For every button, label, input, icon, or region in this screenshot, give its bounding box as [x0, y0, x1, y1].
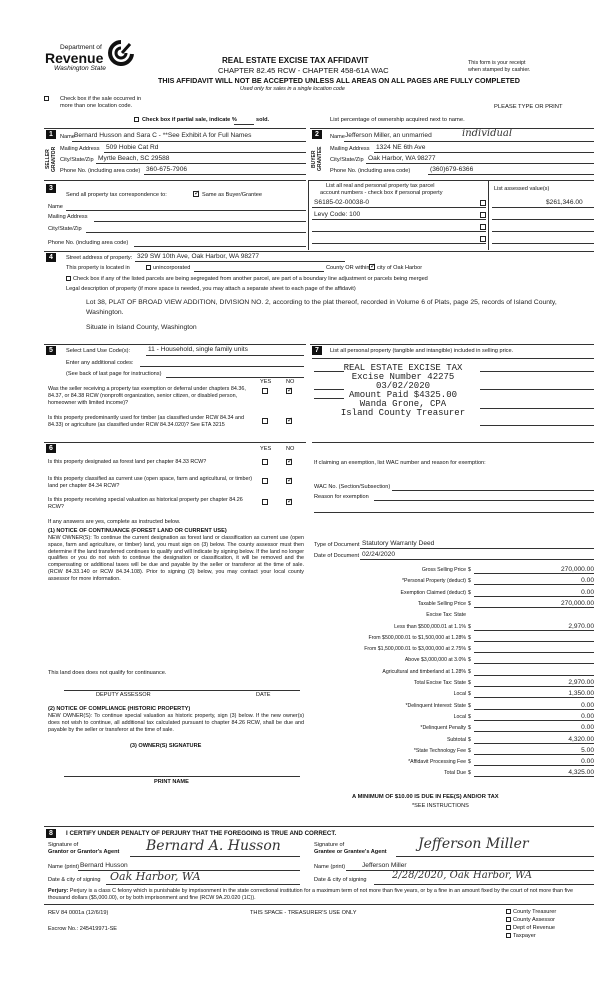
dollar-sign: $: [468, 691, 471, 698]
grantee-agent-label: Grantee or Grantee's Agent: [314, 849, 387, 855]
section-7-number: 7: [312, 346, 322, 355]
assessed-header: List assessed value(s): [494, 186, 550, 192]
sec6-q2-yes-checkbox[interactable]: [262, 478, 268, 486]
tax-row-label: From $500,000.01 to $1,500,000 at 1.28%: [368, 634, 466, 641]
notice1-title: (1) NOTICE OF CONTINUANCE (FOREST LAND OR CURRENT USE): [48, 528, 227, 534]
dollar-sign: $: [468, 725, 471, 732]
tax-row-value[interactable]: 270,000.00: [560, 599, 594, 607]
city-of-label: city of Oak Harbor: [377, 265, 423, 271]
city-of-checkbox[interactable]: [369, 264, 375, 272]
situate-text[interactable]: Situate in Island County, Washington: [86, 324, 197, 331]
grantor-sig-label: Signature of: [48, 842, 79, 848]
tax-row-value[interactable]: 0.00: [581, 758, 594, 766]
receipt-note: This form is your receipt: [468, 60, 526, 66]
revision-label: REV 84 0001a (12/6/19): [48, 910, 109, 916]
section-4-number: 4: [46, 253, 56, 262]
notice1-text: NEW OWNER(S): To continue the current designation as forest land or classification as current use (open space, farm and agriculture, or timber) land, you must sign on (3) below. The county assessor must then determine if the land transferred continues to qualify and will indicate by signing below. If the land no longer qualifies or you do not wish to continue the designation or classification, it will be removed and the compensating or additional taxes will be due and payable by the seller or transferor at the time of sale. (RCW 84.33.140 or RCW 84.34.108). Prior to signing (3) below, you may contact your local county assessor for more information.: [48, 535, 304, 582]
tax-row: [312, 634, 594, 643]
same-as-buyer-checkbox[interactable]: [193, 191, 199, 199]
dollar-sign: $: [468, 567, 471, 573]
tax-row: [312, 736, 594, 745]
tax-row-label: Total Due: [444, 770, 466, 777]
tax-row-label: Less than $500,000.01 at 1.1%: [394, 623, 466, 630]
seller-side-label: SELLER GRANTOR: [45, 146, 57, 172]
land-use-field[interactable]: 11 - Household, single family units: [148, 346, 248, 353]
buyer-address-label: Mailing Address: [330, 146, 370, 152]
assessed-value-field[interactable]: $261,346.00: [546, 199, 583, 206]
tax-row: [312, 611, 594, 620]
dollar-sign: $: [468, 668, 471, 675]
doc-date-field[interactable]: 02/24/2020: [362, 551, 396, 558]
tax-row: [312, 645, 594, 654]
see-back-label: (See back of last page for instructions): [66, 371, 162, 377]
county-or-within-label: County OR within: [326, 265, 370, 271]
print-name-label: PRINT NAME: [154, 779, 189, 785]
buyer-side-label: BUYER GRANTEE: [311, 146, 323, 172]
dollar-sign: $: [468, 713, 471, 720]
grantor-agent-label: Grantor or Grantor's Agent: [48, 849, 120, 855]
deputy-assessor-line[interactable]: [64, 690, 300, 691]
doc-type-label: Type of Document: [314, 542, 360, 548]
tax-row-value[interactable]: 2,970.00: [568, 622, 594, 630]
correspondence-name-label: Name: [48, 204, 63, 210]
buyer-phone-label: Phone No. (including area code): [330, 168, 411, 174]
tax-row: [312, 589, 594, 598]
additional-codes-label: Enter any additional codes:: [66, 360, 134, 366]
dollar-sign: $: [468, 589, 471, 596]
sec5-q1-yes-checkbox[interactable]: [262, 388, 268, 396]
dollar-sign: $: [468, 578, 471, 585]
tax-row-label: Agricultural and timberland at 1.28%: [382, 668, 466, 675]
tax-row-value[interactable]: 5.00: [581, 746, 594, 754]
sec5-yes-header: YES: [260, 379, 272, 385]
reason-field[interactable]: [374, 500, 594, 501]
sec6-q1-no-checkbox[interactable]: [286, 459, 292, 467]
sec6-q1-text: Is this property designated as forest land per chapter 84.33 RCW?: [48, 459, 207, 465]
tax-row-value[interactable]: 2,970.00: [568, 679, 594, 686]
revenue-wordmark: Revenue: [45, 50, 104, 66]
buyer-name-field[interactable]: Jefferson Miller, an unmarried: [345, 132, 432, 139]
legal-description-label: Legal description of property (if more space is needed, you may attach a separate sheet to each page of the affidavit): [66, 286, 356, 292]
tax-row-label: Local: [453, 691, 466, 698]
seller-phone-field[interactable]: 360-675-7906: [146, 166, 188, 173]
copy-dept-revenue: Dept of Revenue: [506, 925, 555, 931]
land-use-label: Select Land Use Code(s):: [66, 348, 131, 354]
correspondence-name-field[interactable]: [66, 210, 306, 211]
percentage-instruction: List percentage of ownership acquired next to name.: [330, 117, 465, 123]
dor-logo: [28, 40, 128, 74]
tax-row: [312, 713, 594, 722]
treasurer-stamp: REAL ESTATE EXCISE TAX Excise Number 42275 03/02/2020 Amount Paid $4325.00 Wanda Grone, CPA Island County Treasurer: [340, 363, 466, 418]
seller-name-label: Name: [60, 134, 75, 140]
unincorporated-label: unincorporated: [153, 265, 191, 271]
buyer-city-field[interactable]: Oak Harbor, WA 98277: [368, 155, 436, 162]
partial-sale-percent-field[interactable]: [234, 124, 254, 125]
additional-codes-field[interactable]: [140, 366, 304, 367]
tax-row-label: *Personal Property (deduct): [401, 578, 466, 585]
unincorporated-checkbox[interactable]: [146, 265, 153, 271]
grantor-date-field[interactable]: Oak Harbor, WA: [110, 870, 201, 883]
sec6-q1-yes-checkbox[interactable]: [262, 459, 268, 467]
doc-type-field[interactable]: Statutory Warranty Deed: [362, 540, 435, 547]
correspondence-label: Send all property tax correspondence to:: [66, 192, 167, 198]
same-as-buyer-label: Same as Buyer/Grantee: [202, 192, 263, 198]
tax-row-label: *State Technology Fee: [413, 747, 466, 754]
dollar-sign: $: [468, 600, 471, 607]
sec5-q1-no-checkbox[interactable]: [286, 388, 292, 396]
copy-taxpayer: Taxpayer: [506, 933, 536, 939]
tax-row: [312, 702, 594, 711]
tax-row: [312, 679, 594, 688]
tax-row-value[interactable]: 0.00: [581, 701, 594, 709]
tax-row-label: From $1,500,000.01 to $3,000,000 at 2.75%: [364, 646, 466, 653]
legal-description-text[interactable]: Lot 38, PLAT OF BROAD VIEW ADDITION, DIVISION NO. 2, according to the plat thereof, recorded in Volume 6 of Plats, page 25, records of Island County, Washington.: [86, 299, 557, 316]
multi-location-label-2: more than one location code.: [60, 103, 133, 109]
tax-row: [312, 600, 594, 609]
buyer-address-field[interactable]: 1324 NE 6th Ave: [376, 144, 426, 151]
sec5-q1-text: Was the seller receiving a property tax exemption or deferral under chapters 84.36, 84.37, or 84.38 RCW (nonprofit organization, senior citizen, or disabled person, homeowner with limited income)?: [48, 386, 246, 406]
dollar-sign: $: [468, 623, 471, 630]
tax-row-label: *Delinquent Interest: State: [405, 702, 466, 709]
exemption-label: If claiming an exemption, list WAC number and reason for exemption:: [314, 460, 486, 466]
seller-city-label: City/State/Zip: [60, 157, 94, 163]
grantor-name-label: Name (print): [48, 864, 80, 870]
parcel-header: List all real and personal property tax parcel: [326, 183, 435, 189]
sec6-q3-yes-checkbox[interactable]: [262, 499, 268, 507]
grantor-name-field[interactable]: Bernard Husson: [80, 862, 128, 869]
segregated-label: Check box if any of the listed parcels are being segregated from another parcel, are part of a boundary line adjustment or parcels being merged: [73, 276, 428, 282]
grantee-date-label: Date & city of signing: [314, 877, 367, 883]
segregated-checkbox[interactable]: [66, 276, 73, 282]
multi-location-label: Check box if the sale occurred in: [60, 96, 142, 102]
print-note: PLEASE TYPE OR PRINT: [494, 104, 563, 110]
section-3-number: 3: [46, 184, 56, 193]
perjury-statement: Perjury: Perjury is a class C felony which is punishable by imprisonment in the state correctional institution for a maximum term of not more than five years, or by a fine in an amount fixed by the court of not more than five thousand dollars ($5,000.00), or by both imprisonment and fine (RCW 9A.20.020 (1C)).: [48, 888, 573, 901]
section-5-number: 5: [46, 346, 56, 355]
buyer-city-label: City/State/Zip: [330, 157, 364, 163]
grantee-name-field[interactable]: Jefferson Miller: [362, 862, 407, 869]
sec5-q2-text: Is this property predominantly used for timber (as classified under RCW 84.34 and 84.33) or agriculture (as classified under RCW 84.34.020)? See ETA 3215: [48, 415, 244, 428]
partial-sale-label: Check box if partial sale, indicate %: [142, 117, 237, 123]
wac-field[interactable]: [392, 490, 594, 491]
form-warning: THIS AFFIDAVIT WILL NOT BE ACCEPTED UNLESS ALL AREAS ON ALL PAGES ARE FULLY COMPLETED: [158, 76, 520, 85]
tax-row-label: Gross Selling Price: [421, 567, 466, 573]
tax-row-label: Subtotal: [446, 736, 466, 743]
sec6-q2-text: Is this property classified as current use (open space, farm and agricultural, or timber) land per chapter 84.34 RCW?: [48, 476, 253, 489]
buyer-phone-field[interactable]: (360)679-6366: [430, 166, 474, 173]
correspondence-city-field[interactable]: [86, 232, 306, 233]
tax-row-value[interactable]: 4,320.00: [568, 735, 594, 743]
tax-row-value[interactable]: 4,325.00: [568, 769, 594, 777]
dollar-sign: $: [468, 736, 471, 743]
seller-address-label: Mailing Address: [60, 146, 100, 152]
tax-row: [312, 623, 594, 632]
correspondence-address-field[interactable]: [94, 221, 306, 222]
minimum-due-note: A MINIMUM OF $10.00 IS DUE IN FEE(S) AND/OR TAX: [352, 794, 499, 800]
tax-row-label: Above $3,000,000 at 3.0%: [404, 657, 466, 664]
tax-row-label: *Affidavit Processing Fee: [408, 759, 466, 766]
tax-row-value[interactable]: 270,000.00: [560, 566, 594, 573]
dollar-sign: $: [468, 634, 471, 641]
dollar-sign: $: [468, 759, 471, 766]
sec6-q3-no-checkbox[interactable]: [286, 499, 292, 507]
tax-row-value[interactable]: 0.00: [581, 577, 594, 585]
escrow-number: Escrow No.: 245419971-SE: [48, 926, 118, 932]
sec6-yes-header: YES: [260, 446, 272, 452]
parcel-number-field[interactable]: S6185-02-00038-0: [314, 199, 369, 206]
certify-statement: I CERTIFY UNDER PENALTY OF PERJURY THAT THE FOREGOING IS TRUE AND CORRECT.: [66, 830, 337, 837]
section-6-number: 6: [46, 444, 56, 453]
notice2-title: (2) NOTICE OF COMPLIANCE (HISTORIC PROPERTY): [48, 706, 191, 712]
tax-row: [312, 747, 594, 756]
partial-sale-checkbox[interactable]: [134, 117, 141, 123]
tax-row: [312, 668, 594, 677]
grantee-sig-label: Signature of: [314, 842, 345, 848]
street-address-field[interactable]: 329 SW 10th Ave, Oak Harbor, WA 98277: [137, 253, 260, 260]
correspondence-city-label: City/State/Zip: [48, 226, 82, 232]
correspondence-address-label: Mailing Address: [48, 214, 88, 220]
tax-row: [312, 566, 594, 575]
partial-sold-label: sold.: [256, 117, 270, 123]
state-label: Washington State: [54, 65, 106, 72]
seller-address-field[interactable]: 509 Hobie Cat Rd: [106, 144, 159, 151]
section-1-number: 1: [46, 130, 56, 139]
section-2-number: 2: [312, 130, 322, 139]
copy-county-assessor: County Assessor: [506, 917, 555, 923]
dollar-sign: $: [468, 646, 471, 653]
reason-label: Reason for exemption: [314, 494, 369, 500]
form-title: REAL ESTATE EXCISE TAX AFFIDAVIT: [222, 56, 369, 65]
tax-row: [312, 656, 594, 665]
used-only-note: Used only for sales in a single location code: [240, 86, 345, 92]
deputy-date-label: DATE: [256, 692, 271, 698]
tax-row-label: *Delinquent Penalty: [420, 725, 466, 732]
treasurer-space-label: THIS SPACE - TREASURER'S USE ONLY: [250, 910, 357, 916]
grantee-signature[interactable]: Jefferson Miller: [418, 836, 529, 852]
tax-row: [312, 758, 594, 767]
parcel-header-2: account numbers - check box if personal property: [320, 190, 443, 196]
sec5-q2-no-checkbox[interactable]: [286, 418, 292, 426]
tax-row-value[interactable]: 0.00: [581, 588, 594, 596]
section-8-number: 8: [46, 829, 56, 838]
dor-swirl-icon: [108, 40, 134, 68]
located-in-label: This property is located in: [66, 265, 130, 271]
tax-row-value[interactable]: 1,350.00: [568, 690, 594, 698]
tax-row-label: Exemption Claimed (deduct): [400, 589, 466, 596]
tax-row: [312, 690, 594, 699]
receipt-note-2: when stamped by cashier.: [468, 67, 531, 73]
grantee-name-label: Name (print): [314, 864, 346, 870]
sec6-q3-text: Is this property receiving special valuation as historical property per chapter 84.26 RCW?: [48, 497, 243, 510]
tax-row: [312, 724, 594, 733]
dollar-sign: $: [468, 702, 471, 709]
grantor-signature[interactable]: Bernard A. Husson: [146, 838, 281, 854]
dollar-sign: $: [468, 680, 471, 686]
buyer-name-handwritten: individual: [462, 128, 513, 139]
seller-name-field[interactable]: Bernard Husson and Sara C - **See Exhibit A for Full Names: [74, 132, 252, 139]
tax-row-value[interactable]: 0.00: [581, 724, 594, 732]
dollar-sign: $: [468, 657, 471, 664]
multi-location-checkbox[interactable]: [44, 96, 51, 102]
sec6-q2-no-checkbox[interactable]: [286, 478, 292, 486]
if-yes-label: If any answers are yes, complete as instructed below.: [48, 519, 181, 525]
see-instructions-note: *SEE INSTRUCTIONS: [412, 803, 469, 809]
tax-row-value[interactable]: 0.00: [581, 712, 594, 720]
street-address-label: Street address of property:: [66, 255, 133, 261]
dollar-sign: $: [468, 770, 471, 777]
sec5-no-header: NO: [286, 379, 295, 385]
sec5-q2-yes-checkbox[interactable]: [262, 418, 268, 426]
form-chapter: CHAPTER 82.45 RCW - CHAPTER 458-61A WAC: [218, 66, 389, 75]
tax-row: [312, 577, 594, 586]
owner-signature-label: (3) OWNER(S) SIGNATURE: [130, 743, 202, 749]
qualify-label: This land does does not qualify for continuance.: [48, 670, 167, 676]
notice2-text: NEW OWNER(S): To continue special valuation as historic property, sign (3) below. If the new owner(s) does not wish to continue, all additional tax calculated pursuant to chapter 84.26 RCW, shall be due and payable by the seller or transferor at the time of sale.: [48, 713, 304, 733]
tax-row-label: Excise Tax: State: [426, 612, 466, 619]
tax-row-label: Local: [453, 713, 466, 720]
levy-code-field[interactable]: Levy Code: 100: [314, 211, 361, 218]
sec6-no-header: NO: [286, 446, 295, 452]
grantee-date-field[interactable]: 2/28/2020, Oak Harbor, WA: [392, 870, 532, 881]
tax-row-label: Taxable Selling Price: [417, 600, 466, 607]
seller-phone-label: Phone No. (including area code): [60, 168, 141, 174]
tax-row: [312, 769, 594, 778]
buyer-name-label: Name: [330, 134, 345, 140]
tax-row-label: Total Excise Tax: State: [413, 680, 466, 686]
personal-property-label: List all personal property (tangible and intangible) included in selling price.: [330, 348, 514, 354]
dept-label: Department of: [60, 44, 102, 51]
dollar-sign: $: [468, 747, 471, 754]
wac-label: WAC No. (Section/Subsection): [314, 484, 391, 490]
seller-city-field[interactable]: Myrtle Beach, SC 29588: [98, 155, 170, 162]
correspondence-phone-label: Phone No. (including area code): [48, 240, 129, 246]
correspondence-phone-field[interactable]: [134, 246, 306, 247]
grantor-date-label: Date & city of signing: [48, 877, 101, 883]
owner-signature-line[interactable]: [64, 776, 300, 777]
copy-county-treasurer: County Treasurer: [506, 909, 556, 915]
doc-date-label: Date of Document: [314, 553, 360, 559]
deputy-assessor-label: DEPUTY ASSESSOR: [96, 692, 151, 698]
